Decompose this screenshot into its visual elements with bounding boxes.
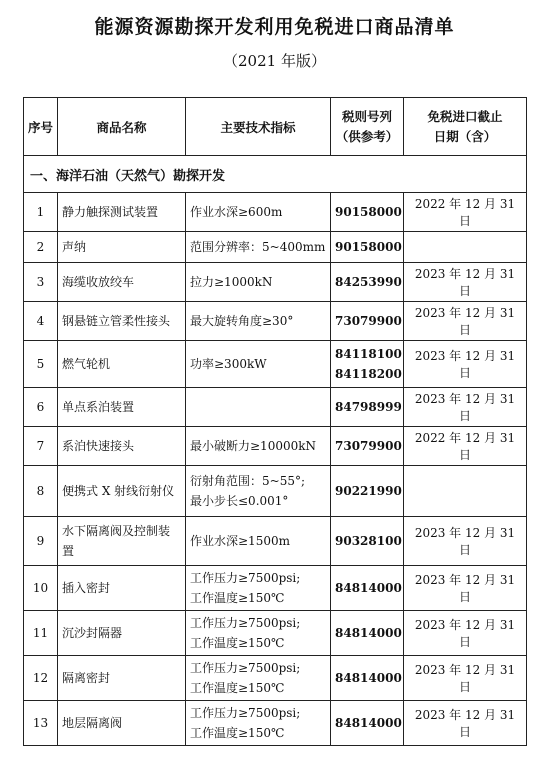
section-title: 一、海洋石油（天然气）勘探开发 <box>24 156 527 193</box>
row-name <box>58 611 186 656</box>
row-code <box>331 263 404 302</box>
header-code <box>331 98 404 156</box>
row-spec <box>186 302 331 341</box>
row-name <box>58 656 186 701</box>
row-index: 13 <box>24 701 58 746</box>
row-name-line: 单点系泊装置 <box>62 400 135 414</box>
row-code <box>331 566 404 611</box>
row-spec <box>186 517 331 566</box>
row-code <box>331 302 404 341</box>
row-code-line: 84118200 <box>335 367 402 381</box>
row-spec <box>186 193 331 232</box>
row-date: 2023 年 12 月 31 日 <box>404 611 527 656</box>
header-date <box>404 98 527 156</box>
row-name <box>58 193 186 232</box>
row-code <box>331 341 404 388</box>
table-row <box>24 388 527 427</box>
row-index: 7 <box>24 427 58 466</box>
row-spec-line: 最大旋转角度≥30° <box>190 314 294 328</box>
row-spec-line: 工作压力≥7500psi; <box>190 616 301 630</box>
row-name <box>58 701 186 746</box>
row-code <box>331 656 404 701</box>
table-row <box>24 232 527 263</box>
header-date-line: 免税进口截止 <box>427 108 503 124</box>
row-spec-line: 范围分辨率：5~400mm <box>190 240 326 254</box>
row-name <box>58 341 186 388</box>
row-spec <box>186 611 331 656</box>
row-spec <box>186 263 331 302</box>
row-code-line: 84814000 <box>335 626 402 640</box>
row-index: 6 <box>24 388 58 427</box>
row-date: 2023 年 12 月 31 日 <box>404 701 527 746</box>
row-spec-line: 功率≥300kW <box>190 357 267 371</box>
table-row <box>24 656 527 701</box>
table-row <box>24 466 527 517</box>
header-date-line: 日期（含） <box>433 128 497 144</box>
row-date: 2023 年 12 月 31 日 <box>404 341 527 388</box>
row-date: 2023 年 12 月 31 日 <box>404 566 527 611</box>
row-index: 5 <box>24 341 58 388</box>
row-name-line: 系泊快速接头 <box>62 439 135 453</box>
goods-table <box>23 97 527 746</box>
header-name: 商品名称 <box>58 98 186 156</box>
row-code <box>331 466 404 517</box>
row-date: 2022 年 12 月 31 日 <box>404 193 527 232</box>
row-code <box>331 701 404 746</box>
table-row <box>24 263 527 302</box>
row-spec <box>186 341 331 388</box>
row-name-line: 静力触探测试装置 <box>62 205 159 219</box>
row-code-line: 84118100 <box>335 347 402 361</box>
row-code-line: 84814000 <box>335 671 402 685</box>
table-row <box>24 427 527 466</box>
row-code-line: 84814000 <box>335 716 402 730</box>
row-name-line: 沉沙封隔器 <box>62 626 123 640</box>
row-name <box>58 427 186 466</box>
row-code-line: 90328100 <box>335 534 402 548</box>
row-index: 2 <box>24 232 58 263</box>
row-spec-line: 工作压力≥7500psi; <box>190 706 301 720</box>
row-code-line: 84253990 <box>335 275 402 289</box>
table-row <box>24 193 527 232</box>
row-spec-line: 工作温度≥150℃ <box>190 681 285 695</box>
row-spec-line: 作业水深≥1500m <box>190 534 290 548</box>
table-row <box>24 611 527 656</box>
row-code-line: 90158000 <box>335 205 402 219</box>
row-name-line: 燃气轮机 <box>62 357 111 371</box>
row-date <box>404 232 527 263</box>
row-index: 12 <box>24 656 58 701</box>
row-index: 3 <box>24 263 58 302</box>
row-code-line: 73079900 <box>335 439 402 453</box>
row-date: 2023 年 12 月 31 日 <box>404 302 527 341</box>
section-row <box>24 156 527 193</box>
row-spec-line: 工作温度≥150℃ <box>190 591 285 605</box>
row-spec <box>186 427 331 466</box>
row-index: 10 <box>24 566 58 611</box>
row-code <box>331 517 404 566</box>
row-spec-line: 衍射角范围：5~55°; <box>190 474 306 488</box>
header-code-line: 税则号列 <box>341 108 392 124</box>
row-spec <box>186 232 331 263</box>
row-name <box>58 388 186 427</box>
row-spec-line: 工作温度≥150℃ <box>190 726 285 740</box>
row-spec <box>186 701 331 746</box>
header-code-line: （供参考） <box>335 128 399 144</box>
row-spec-line: 作业水深≥600m <box>190 205 283 219</box>
row-code <box>331 232 404 263</box>
row-code <box>331 427 404 466</box>
row-spec <box>186 388 331 427</box>
row-name-line: 置 <box>62 544 75 558</box>
row-name <box>58 302 186 341</box>
row-date <box>404 466 527 517</box>
table-row <box>24 566 527 611</box>
row-name-line: 海缆收放绞车 <box>62 275 135 289</box>
row-name-line: 钢悬链立管柔性接头 <box>62 314 171 328</box>
table-header-row <box>24 98 527 156</box>
row-name <box>58 566 186 611</box>
row-index: 11 <box>24 611 58 656</box>
row-index: 1 <box>24 193 58 232</box>
row-name-line: 插入密封 <box>62 581 111 595</box>
row-spec-line: 拉力≥1000kN <box>190 275 273 289</box>
row-name <box>58 263 186 302</box>
row-date: 2023 年 12 月 31 日 <box>404 388 527 427</box>
row-name-line: 声纳 <box>62 240 87 254</box>
row-code-line: 90158000 <box>335 240 402 254</box>
row-spec-line: 工作压力≥7500psi; <box>190 661 301 675</box>
row-date: 2023 年 12 月 31 日 <box>404 517 527 566</box>
row-name-line: 便携式 X 射线衍射仪 <box>62 484 175 498</box>
document-subtitle: （2021 年版） <box>223 52 326 70</box>
header-index: 序号 <box>24 98 58 156</box>
row-code <box>331 388 404 427</box>
row-spec <box>186 566 331 611</box>
row-name-line: 隔离密封 <box>62 671 111 685</box>
row-date: 2023 年 12 月 31 日 <box>404 656 527 701</box>
document-title: 能源资源勘探开发利用免税进口商品清单 <box>94 16 455 38</box>
row-name-line: 水下隔离阀及控制装 <box>62 524 171 538</box>
row-date: 2023 年 12 月 31 日 <box>404 263 527 302</box>
row-index: 8 <box>24 466 58 517</box>
row-index: 4 <box>24 302 58 341</box>
table-row <box>24 517 527 566</box>
row-name <box>58 517 186 566</box>
row-spec-line: 最小步长≤0.001° <box>190 494 289 508</box>
row-code-line: 90221990 <box>335 484 402 498</box>
row-name-line: 地层隔离阀 <box>62 716 123 730</box>
row-spec-line: 工作温度≥150℃ <box>190 636 285 650</box>
row-spec-line: 工作压力≥7500psi; <box>190 571 301 585</box>
table-row <box>24 701 527 746</box>
row-name <box>58 232 186 263</box>
row-name <box>58 466 186 517</box>
row-date: 2022 年 12 月 31 日 <box>404 427 527 466</box>
table-row <box>24 302 527 341</box>
row-code-line: 84798999 <box>335 400 402 414</box>
row-spec <box>186 466 331 517</box>
row-code-line: 84814000 <box>335 581 402 595</box>
row-index: 9 <box>24 517 58 566</box>
row-spec-line: 最小破断力≥10000kN <box>190 439 317 453</box>
row-code-line: 73079900 <box>335 314 402 328</box>
header-spec: 主要技术指标 <box>186 98 331 156</box>
row-code <box>331 193 404 232</box>
row-spec <box>186 656 331 701</box>
row-code <box>331 611 404 656</box>
table-row <box>24 341 527 388</box>
